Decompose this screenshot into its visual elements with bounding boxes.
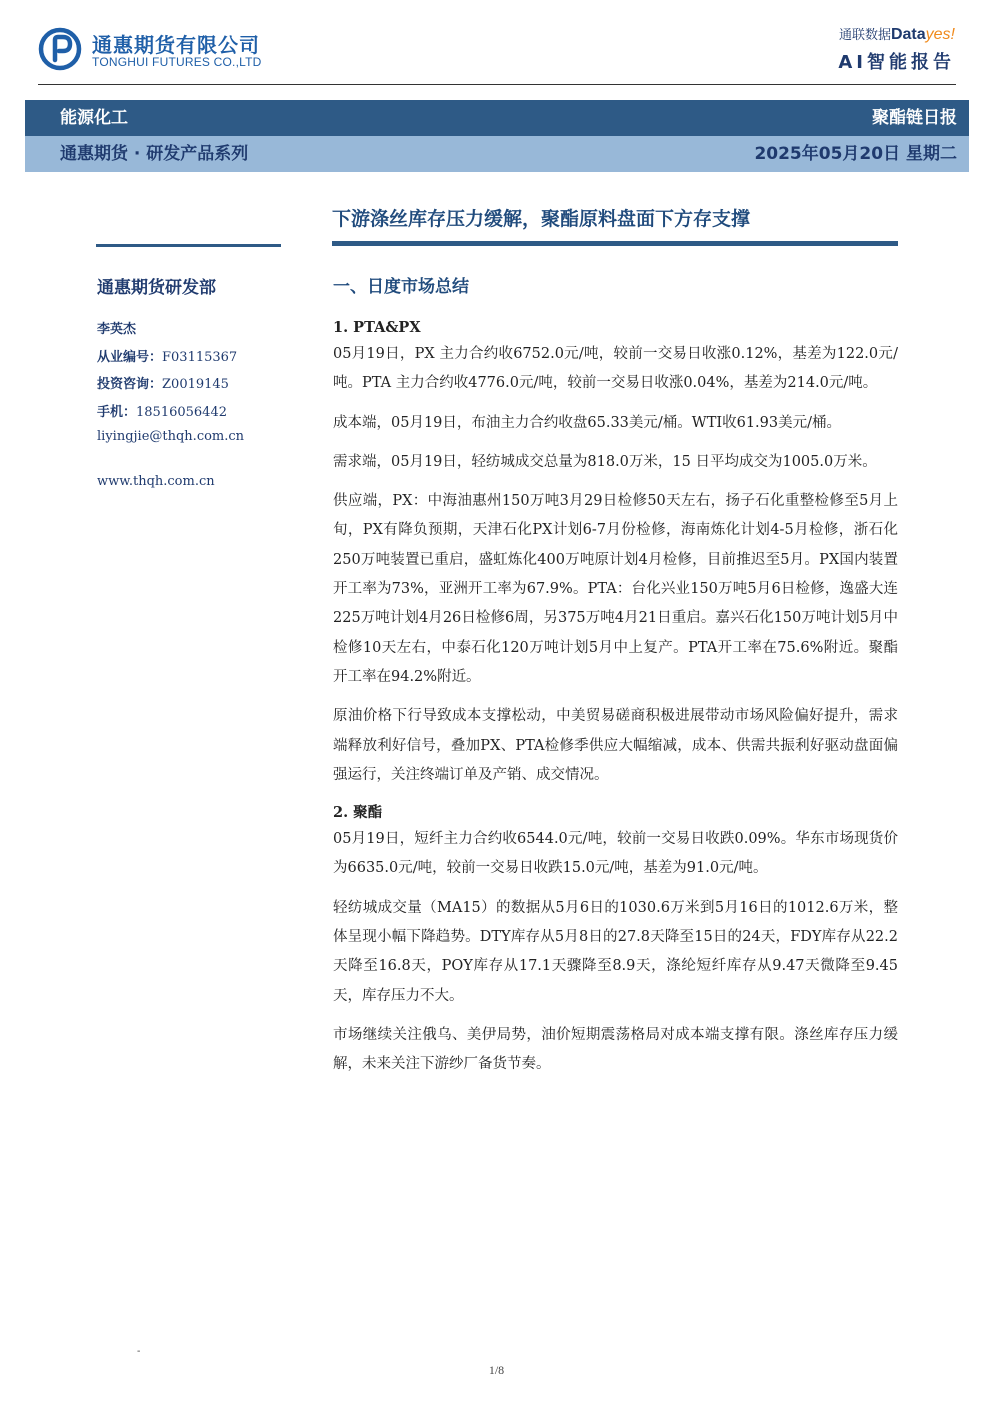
- company-name-cn: 通惠期货有限公司: [92, 33, 260, 57]
- paragraph-7: 轻纺城成交量（MA15）的数据从5月6日的1030.6万米到5月16日的1012.6万米，整体呈现小幅下降趋势。DTY库存从5月8日的27.8天降至15日的24天，FDY库存从22.2天降至16.8天，POY库存从17.1天骤降至8.9天，涤纶短纤库存从9.47天微降至9.45天，库存压力不大。: [333, 899, 898, 1004]
- series-label: 通惠期货 · 研发产品系列: [60, 144, 249, 164]
- report-type-label: 聚酯链日报: [872, 108, 957, 128]
- analyst-name: 李英杰: [97, 322, 137, 337]
- page-number: 1/8: [488, 1363, 505, 1377]
- report-date: 2025年05月20日 星期二: [754, 144, 957, 164]
- ai-report-label: AI智能报告: [838, 52, 955, 73]
- email-link[interactable]: liyingjie@thqh.com.cn: [97, 429, 245, 444]
- header-divider: [38, 84, 956, 85]
- consult-label: 投资咨询：: [97, 377, 163, 392]
- consult-line: [97, 373, 229, 392]
- phone-label: 手机：: [97, 405, 137, 420]
- phone-value: 18516056442: [136, 405, 227, 420]
- website-link[interactable]: www.thqh.com.cn: [97, 474, 215, 489]
- sidebar-divider: [96, 244, 281, 247]
- license-label: 从业编号：: [97, 350, 163, 365]
- sidebar-dept: 通惠期货研发部: [97, 278, 216, 298]
- main-content: [333, 315, 898, 1090]
- partner-brand: Data: [890, 26, 926, 43]
- partner-yes: yes!: [925, 26, 955, 43]
- section-heading: 一、日度市场总结: [333, 277, 469, 297]
- footer-mark: -: [137, 1346, 141, 1357]
- partner-prefix: 通联数据: [838, 28, 891, 43]
- company-name-en: TONGHUI FUTURES CO.,LTD: [92, 55, 262, 69]
- license-value: F03115367: [162, 350, 238, 365]
- paragraph-5: 原油价格下行导致成本支撑松动，中美贸易磋商积极进展带动市场风险偏好提升，需求端释放利好信号，叠加PX、PTA检修季供应大幅缩减，成本、供需共振利好驱动盘面偏强运行，关注终端订单及产销、成交情况。: [333, 708, 898, 783]
- license-line: [97, 346, 237, 365]
- paragraph-3: 需求端，05月19日，轻纺城成交总量为818.0万米，15 日平均成交为1005.0万米。: [333, 453, 877, 470]
- paragraph-1: 05月19日，PX 主力合约收6752.0元/吨，较前一交易日收涨0.12%，基差为122.0元/吨。PTA 主力合约收4776.0元/吨，较前一交易日收涨0.04%，基差为214.0元/吨。: [333, 346, 898, 392]
- partner-logo: [839, 24, 955, 44]
- paragraph-8: 市场继续关注俄乌、美伊局势，油价短期震荡格局对成本端支撑有限。涤丝库存压力缓解，未来关注下游纱厂备货节奏。: [333, 1026, 898, 1073]
- phone-line: [97, 401, 227, 420]
- company-logo-icon: [38, 27, 82, 71]
- paragraph-6: 05月19日，短纤主力合约收6544.0元/吨，较前一交易日收跌0.09%。华东市场现货价为6635.0元/吨，较前一交易日收跌15.0元/吨，基差为91.0元/吨。: [333, 831, 898, 877]
- header-band-dark: [25, 100, 969, 136]
- subheading-polyester: 2. 聚酯: [333, 804, 383, 822]
- sector-label: 能源化工: [60, 108, 128, 128]
- paragraph-4: 供应端，PX：中海油惠州150万吨3月29日检修50天左右，扬子石化重整检修至5月上旬，PX有降负预期，天津石化PX计划6-7月份检修，海南炼化计划4-5月检修，浙石化250万吨装置已重启，盛虹炼化400万吨原计划4月检修，目前推迟至5月。PX国内装置开工率为73%，亚洲开工率为67.9%。PTA：台化兴业150万吨5月6日检修，逸盛大连225万吨计划4月26日检修6周，另375万吨4月21日重启。嘉兴石化150万吨计划5月中检修10天左右，中泰石化120万吨计划5月中上复产。PTA开工率在75.6%附近。聚酯开工率在94.2%附近。: [333, 493, 898, 685]
- page-title: 下游涤丝库存压力缓解，聚酯原料盘面下方存支撑: [332, 208, 751, 230]
- consult-value: Z0019145: [162, 377, 229, 392]
- paragraph-2: 成本端，05月19日，布油主力合约收盘65.33美元/桶。WTI收61.93美元/桶。: [333, 414, 841, 431]
- title-divider: [332, 241, 898, 246]
- subheading-pta-px: 1. PTA&PX: [333, 319, 421, 336]
